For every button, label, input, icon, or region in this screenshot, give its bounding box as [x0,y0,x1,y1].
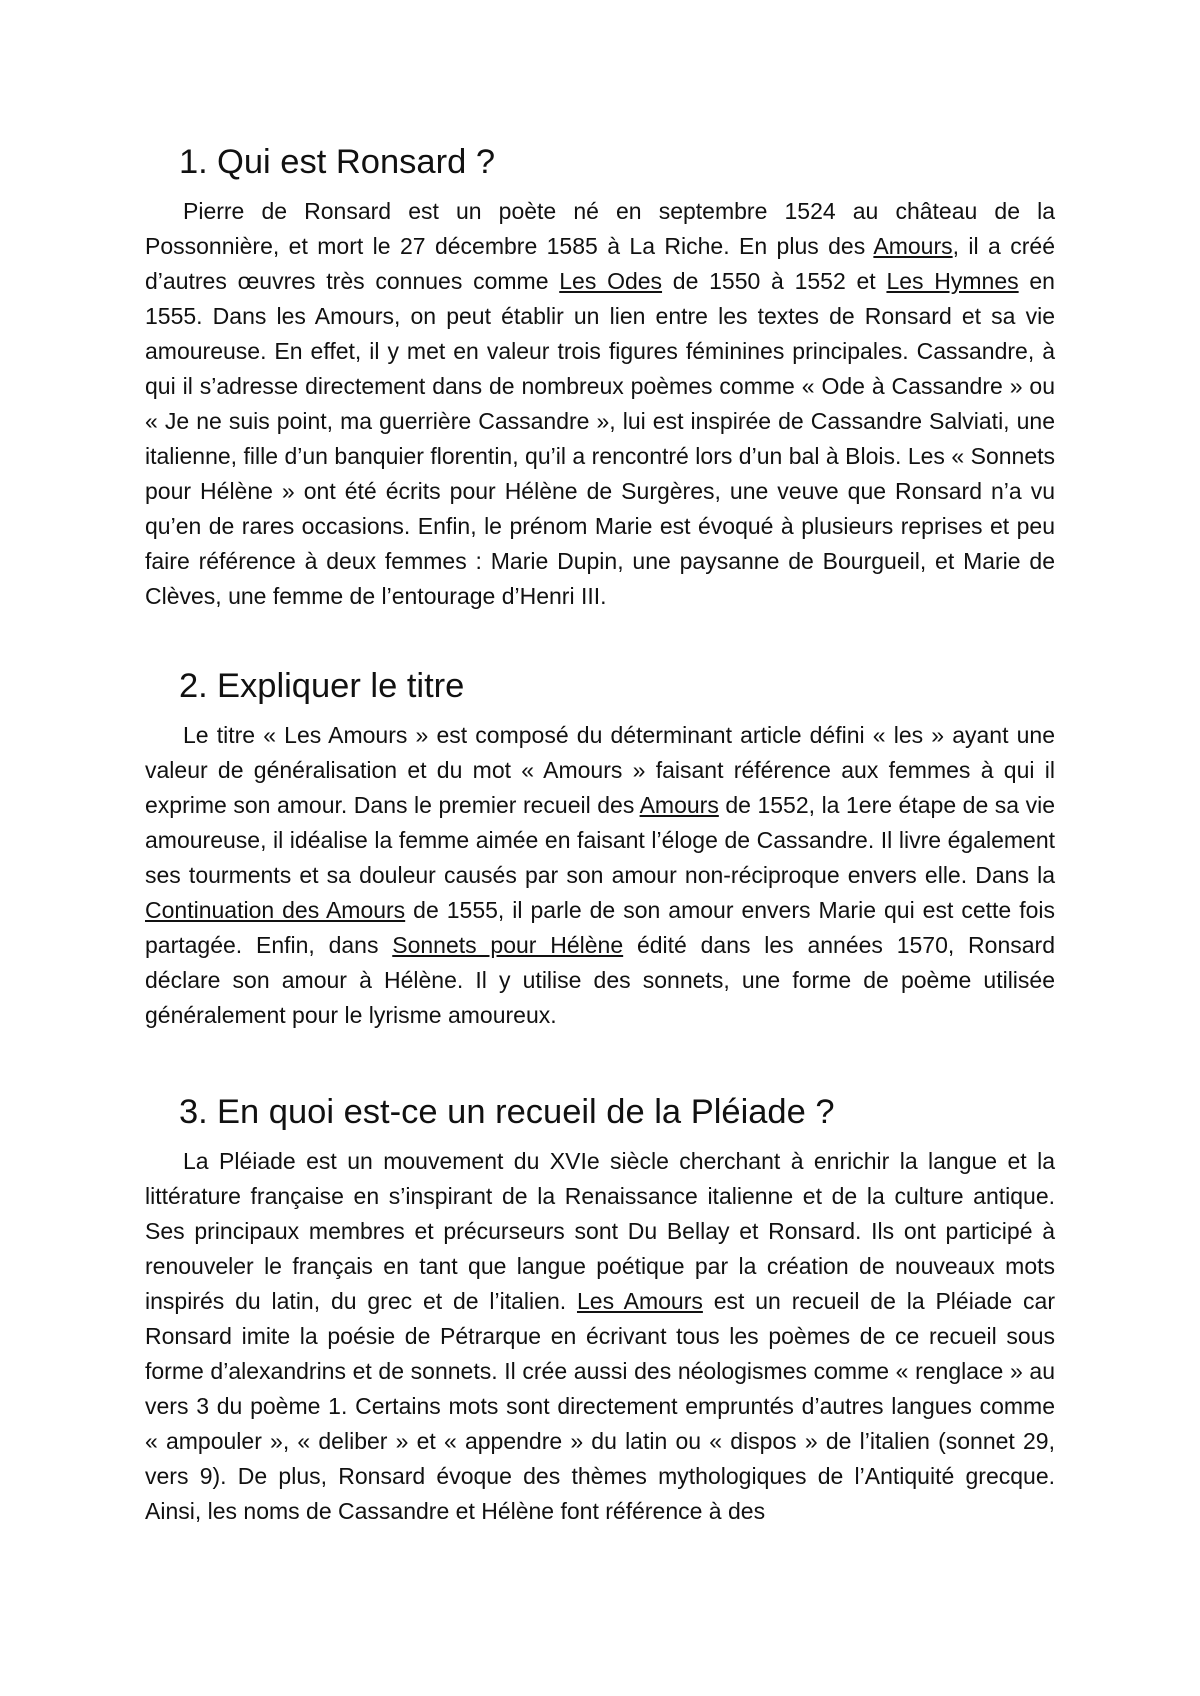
underlined-title: Les Hymnes [886,268,1019,294]
text-run: de 1550 à 1552 et [662,268,887,294]
text-run: en 1555. Dans les Amours, on peut établir un lien entre les textes de Ronsard et sa vie amoureuse. En effet, il y met en valeur trois figures féminines principales. Cassandre, à qui il s’adresse directement dans de nombreux poèmes comme « Ode à Cassandre » ou « Je ne suis point, ma guerrière Cassandre », lui est inspirée de Cassandre Salviati, une italienne, fille d’un banquier florentin, qu’il a rencontré lors d’un bal à Blois. Les « Sonnets pour Hélène » ont été écrits pour Hélène de Surgères, une veuve que Ronsard n’a vu qu’en de rares occasions. Enfin, le prénom Marie est évoqué à plusieurs reprises et peu faire référence à deux femmes : Marie Dupin, une paysanne de Bourgueil, et Marie de Clèves, une femme de l’entourage d’Henri III. [145,268,1055,609]
text-run: , il a créé d’autres œuvres très connues comme [145,233,1055,294]
section-1-title: Qui est Ronsard ? [217,143,496,181]
text-run: édité dans les années 1570, Ronsard déclare son amour à Hélène. Il y utilise des sonnets, une forme de poème utilisée généralement pour le lyrisme amoureux. [145,932,1055,1028]
section-3-title: En quoi est-ce un recueil de la Pléiade ? [217,1093,835,1131]
underlined-title: Continuation des Amours [145,897,406,923]
underlined-title: Les Amours [576,1288,703,1314]
section-3-heading [145,1095,1055,1130]
section-1-heading [145,145,1055,180]
section-3-paragraph [145,1144,1055,1529]
section-2-heading [145,669,1055,704]
text-run: Le titre « Les Amours » est composé du déterminant article défini « les » ayant une valeur de généralisation et du mot « Amours » faisant référence aux femmes à qui il exprime son amour. Dans le premier recueil des [145,722,1055,818]
underlined-title: Les Odes [559,268,663,294]
underlined-title: Sonnets pour Hélène [392,932,624,958]
section-spacer [145,614,1055,669]
section-1-number: 1. [179,143,208,181]
section-3-number: 3. [179,1093,208,1131]
text-run: de 1552, la 1ere étape de sa vie amoureuse, il idéalise la femme aimée en faisant l’éloge de Cassandre. Il livre également ses tourments et sa douleur causés par son amour non-réciproque envers elle. Dans la [145,792,1055,888]
section-2-number: 2. [179,667,208,705]
section-2-paragraph [145,718,1055,1033]
section-1-paragraph [145,194,1055,614]
text-run: de 1555, il parle de son amour envers Marie qui est cette fois partagée. Enfin, dans [145,897,1055,958]
text-run: est un recueil de la Pléiade car Ronsard imite la poésie de Pétrarque en écrivant tous les poèmes de ce recueil sous forme d’alexandrins et de sonnets. Il crée aussi des néologismes comme « renglace » au vers 3 du poème 1. Certains mots sont directement empruntés d’autres langues comme « ampouler », « deliber » et « appendre » du latin ou « dispos » de l’italien (sonnet 29, vers 9). De plus, Ronsard évoque des thèmes mythologiques de l’Antiquité grecque. Ainsi, les noms de Cassandre et Hélène font référence à des [145,1288,1055,1524]
section-2-title: Expliquer le titre [217,667,465,705]
underlined-title: Amours [873,233,953,259]
underlined-title: Amours [639,792,719,818]
text-run: La Pléiade est un mouvement du XVIe siècle cherchant à enrichir la langue et la littérature française en s’inspirant de la Renaissance italienne et de la culture antique. Ses principaux membres et précurseurs sont Du Bellay et Ronsard. Ils ont participé à renouveler le français en tant que langue poétique par la création de nouveaux mots inspirés du latin, du grec et de l’italien. [145,1148,1055,1314]
text-run: Pierre de Ronsard est un poète né en septembre 1524 au château de la Possonnière, et mort le 27 décembre 1585 à La Riche. En plus des [145,198,1055,259]
section-spacer [145,1033,1055,1095]
